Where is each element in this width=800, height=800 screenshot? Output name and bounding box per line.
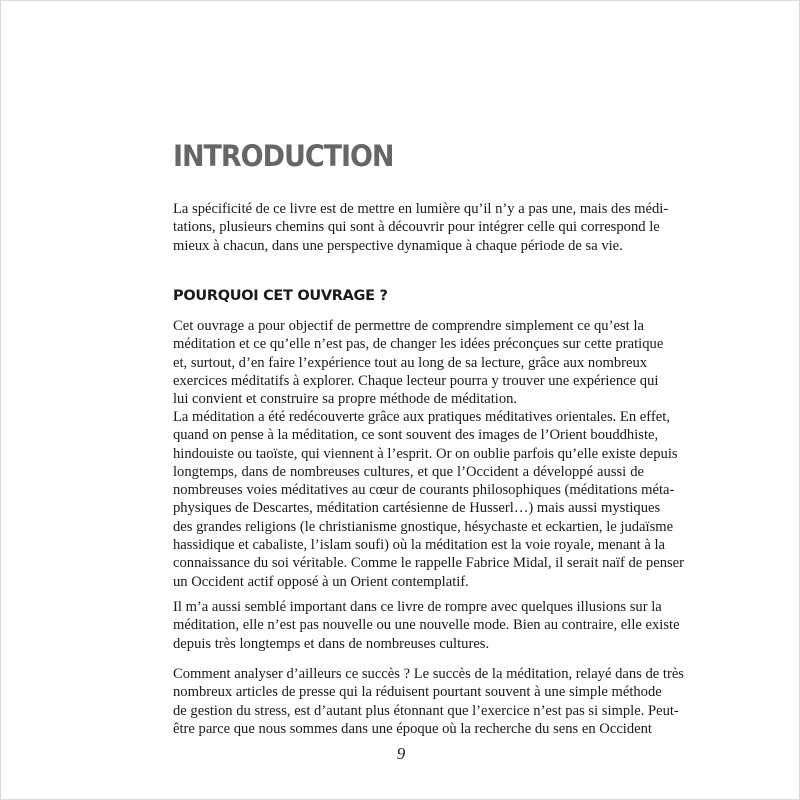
section-heading: POURQUOI CET OUVRAGE ? [173, 288, 388, 304]
paragraph-success [173, 665, 684, 738]
text-line: physiques de Descartes, méditation cartésienne de Husserl…) mais aussi mystiques [173, 500, 661, 517]
text-line: méditation et ce qu’elle n’est pas, de changer les idées préconçues sur cette pratique [173, 336, 664, 353]
text-line: Cet ouvrage a pour objectif de permettre de comprendre simplement ce qu’est la [173, 318, 644, 334]
page-number: 9 [396, 744, 406, 763]
text-line: hassidique et cabaliste, l’islam soufi) où la méditation est la voie royale, menant à la [173, 537, 665, 554]
text-line: et, surtout, d’en faire l’expérience tout au long de sa lecture, grâce aux nombreux [173, 354, 648, 371]
text-line: nombreux articles de presse qui la réduisent pourtant souvent à une simple méthode [173, 684, 662, 701]
text-line: mieux à chacun, dans une perspective dynamique à chaque période de sa vie. [173, 237, 623, 254]
text-line: un Occident actif opposé à un Orient contemplatif. [173, 573, 469, 590]
text-line: être parce que nous sommes dans une époque où la recherche du sens en Occident [173, 720, 652, 737]
text-line: longtemps, dans de nombreuses cultures, et que l’Occident a développé aussi de [173, 463, 644, 480]
text-line: tations, plusieurs chemins qui sont à découvrir pour intégrer celle qui correspond le [173, 219, 660, 236]
text-line: quand on pense à la méditation, ce sont souvent des images de l’Orient bouddhiste, [173, 427, 659, 444]
text-line: méditation, elle n’est pas nouvelle ou une nouvelle mode. Bien au contraire, elle existe [173, 617, 680, 634]
text-line: lui convient et construire sa propre méthode de méditation. [173, 391, 518, 408]
text-line: des grandes religions (le christianisme gnostique, hésychaste et eckartien, le judaïsme [173, 518, 674, 535]
paragraph-objective [173, 317, 664, 408]
text-line: depuis très longtemps et dans de nombreuses cultures. [173, 635, 490, 652]
paragraph-intro [173, 200, 669, 255]
text-line: nombreuses voies méditatives au cœur de courants philosophiques (méditations méta- [173, 482, 675, 499]
text-line: exercices méditatifs à explorer. Chaque lecteur pourra y trouver une expérience qui [173, 372, 659, 389]
chapter-title: INTRODUCTION [173, 139, 394, 173]
text-line: Comment analyser d’ailleurs ce succès ? Le succès de la méditation, relayé dans de très [173, 666, 684, 682]
text-line: Il m’a aussi semblé important dans ce livre de rompre avec quelques illusions sur la [173, 599, 662, 615]
text-line: La spécificité de ce livre est de mettre en lumière qu’il n’y a pas une, mais des médi- [173, 201, 669, 217]
text-line: de gestion du stress, est d’autant plus étonnant que l’exercice n’est pas si simple. Peut- [173, 702, 679, 719]
text-line: hindouiste ou taoïste, qui viennent à l’esprit. Or on oublie parfois qu’elle existe depuis [173, 445, 678, 462]
paragraph-illusions [173, 598, 680, 653]
paragraph-rediscovery [173, 408, 685, 591]
text-line: connaissance du soi véritable. Comme le rappelle Fabrice Midal, il serait naïf de penser [173, 555, 685, 572]
text-line: La méditation a été redécouverte grâce aux pratiques méditatives orientales. En effet, [173, 409, 670, 425]
